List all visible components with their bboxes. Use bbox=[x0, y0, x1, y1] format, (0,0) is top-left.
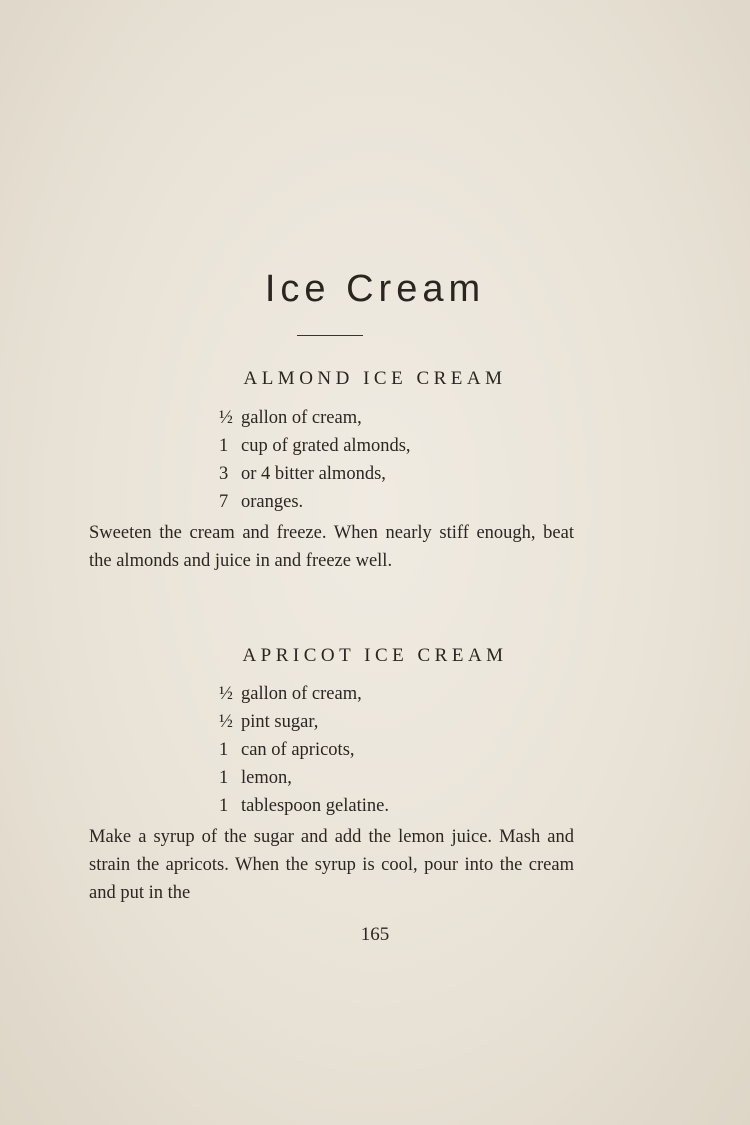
ingredient-item: 3 or 4 bitter almonds, bbox=[219, 464, 386, 484]
ingredient-item: 1 can of apricots, bbox=[219, 740, 355, 760]
ingredient-item: 1 lemon, bbox=[219, 768, 292, 788]
ingredient-item: ½ pint sugar, bbox=[219, 712, 319, 732]
ingredient-item: ½ gallon of cream, bbox=[219, 408, 362, 428]
recipe-directions-almond: Sweeten the cream and freeze. When nearly stiff enough, beat the almonds and juice in and freeze well. bbox=[89, 523, 574, 571]
ingredient-list-almond bbox=[215, 404, 411, 516]
ingredient-item: 1 tablespoon gelatine. bbox=[219, 796, 389, 816]
recipe-directions-apricot: Make a syrup of the sugar and add the lemon juice. Mash and strain the apricots. When the syrup is cool, pour into the cream and put in the bbox=[89, 827, 574, 903]
ingredient-item: ½ gallon of cream, bbox=[219, 684, 362, 704]
ingredient-item: 7 oranges. bbox=[219, 492, 304, 512]
page-number: 165 bbox=[360, 924, 390, 945]
ingredient-item: 1 cup of grated almonds, bbox=[219, 436, 411, 456]
ingredient-list-apricot bbox=[215, 680, 389, 820]
chapter-title: Ice Cream bbox=[264, 268, 486, 310]
recipe-heading-apricot: APRICOT ICE CREAM bbox=[242, 645, 508, 666]
recipe-heading-almond: ALMOND ICE CREAM bbox=[243, 368, 507, 389]
title-rule bbox=[297, 335, 363, 336]
